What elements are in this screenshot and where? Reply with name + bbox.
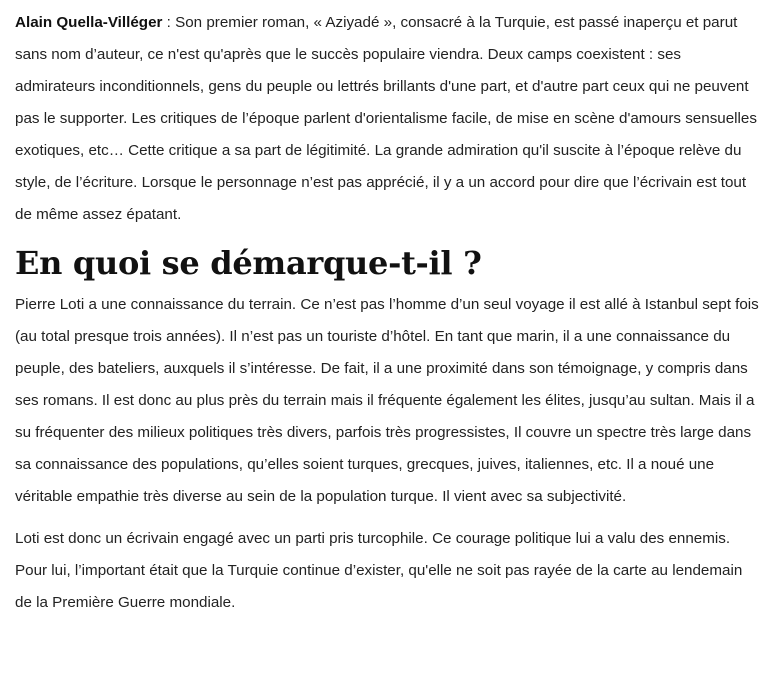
speaker-name: Alain Quella-Villéger	[15, 14, 163, 31]
paragraph-engagement: Loti est donc un écrivain engagé avec un parti pris turcophile. Ce courage politique lui a valu des ennemis. Pour lui, l’important était que la Turquie continue d’exister, qu'elle ne soit pas rayée de la carte au lendemain de la Première Guerre mondiale.	[15, 530, 743, 611]
section-heading: En quoi se démarque-t-il ?	[15, 244, 482, 282]
article-body	[15, 7, 760, 619]
intro-text: Son premier roman, « Aziyadé », consacré à la Turquie, est passé inaperçu et parut sans nom d’auteur, ce n'est qu'après que le succès populaire viendra. Deux camps coexistent : ses admirateurs inconditionnels, gens du peuple ou lettrés brillants d'une part, et d'autre part ceux qui ne peuvent pas le supporter. Les critiques de l’époque parlent d'orientalisme facile, de mise en scène d'amours sensuelles exotiques, etc… Cette critique a sa part de légitimité. La grande admiration qu'il suscite à l’époque relève du style, de l’écriture. Lorsque le personnage n’est pas apprécié, il y a un accord pour dire que l’écrivain est tout de même assez épatant.	[15, 14, 757, 223]
paragraph-terrain: Pierre Loti a une connaissance du terrain. Ce n’est pas l’homme d’un seul voyage il est allé à Istanbul sept fois (au total presque trois années). Il n’est pas un touriste d’hôtel. En tant que marin, il a une connaissance du peuple, des bateliers, auxquels il s’intéresse. De fait, il a une proximité dans son témoignage, y compris dans ses romans. Il est donc au plus près du terrain mais il fréquente également les élites, jusqu’au sultan. Mais il a su fréquenter des milieux politiques très divers, parfois très progressistes, Il couvre un spectre très large dans sa connaissance des populations, qu’elles soient turques, grecques, juives, italiennes, etc. Il a noué une véritable empathie très diverse au sein de la population turque. Il vient avec sa subjectivité.	[15, 296, 759, 505]
speaker-separator: :	[162, 14, 176, 31]
intro-paragraph	[15, 7, 760, 231]
